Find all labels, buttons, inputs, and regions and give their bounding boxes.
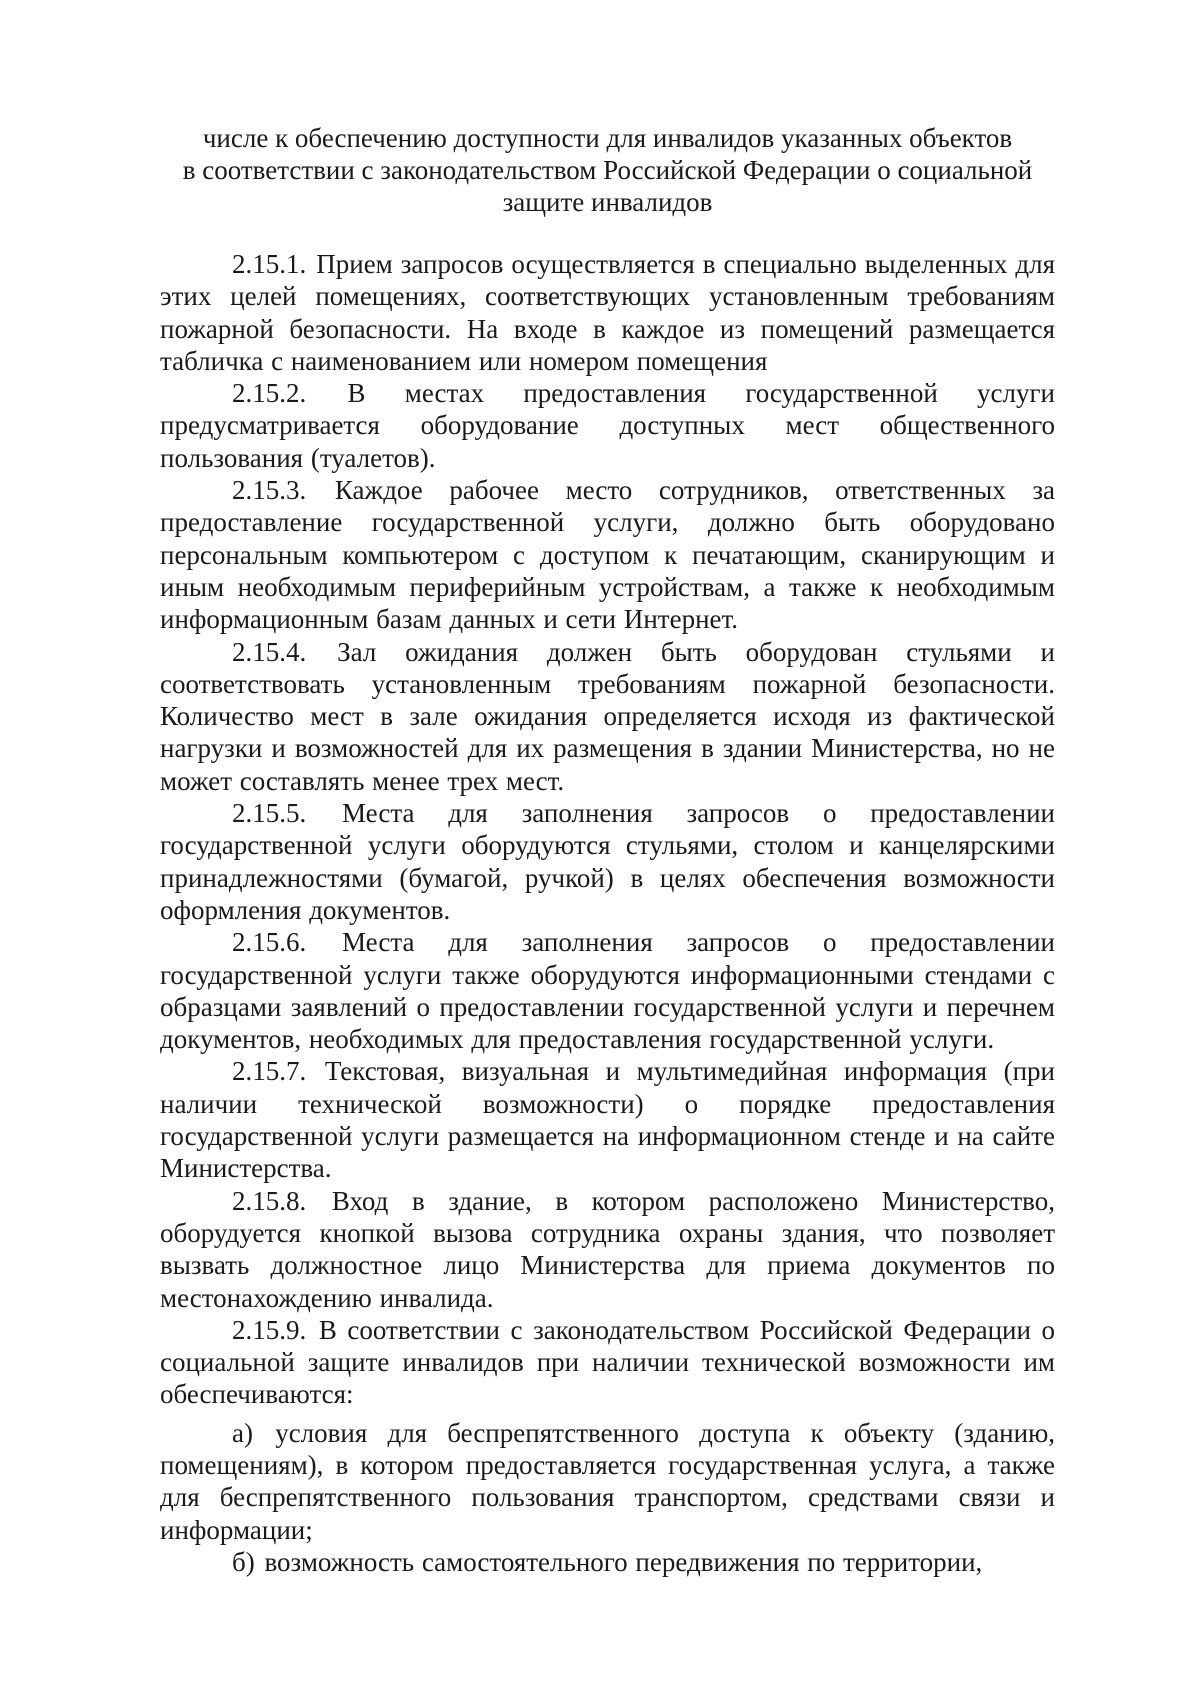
document-body (160, 248, 1055, 1578)
paragraph-number: 2.15.4. (232, 636, 307, 667)
heading-line-3: защите инвалидов (502, 187, 713, 217)
paragraph-2-15-9 (160, 1314, 1055, 1411)
paragraph-text: Места для заполнения запросов о предоставлении государственной услуги также оборудуются информационными стендами с образцами заявлений о предоставлении государственной услуги и перечнем документов, необходимых для предоставления государственной услуги. (160, 927, 1055, 1055)
paragraph-2-15-7 (160, 1055, 1055, 1184)
list-item-text: условия для беспрепятственного доступа к объекту (зданию, помещениям), в котором предоставляется государственная услуга, а также для беспрепятственного пользования транспортом, средствами связи и информации; (160, 1417, 1055, 1545)
paragraph-2-15-5 (160, 797, 1055, 926)
list-item-marker: а) (232, 1417, 253, 1448)
paragraph-2-15-2 (160, 377, 1055, 474)
paragraph-2-15-3 (160, 474, 1055, 635)
paragraph-number: 2.15.1. (232, 249, 307, 279)
paragraph-2-15-4 (160, 636, 1055, 797)
paragraph-text: Каждое рабочее место сотрудников, ответственных за предоставление государственной услуги, должно быть оборудовано персональным компьютером с доступом к печатающим, сканирующим и иным необходимым периферийным устройствам, а также к необходимым информационным базам данных и сети Интернет. (160, 475, 1056, 635)
paragraph-text: Зал ожидания должен быть оборудован стульями и соответствовать установленным требованиям пожарной безопасности. Количество мест в зале ожидания определяется исходя из фактической нагрузки и возможностей для их размещения в здании Министерства, но не может составлять менее трех мест. (160, 636, 1055, 796)
heading-line-1: числе к обеспечению доступности для инвалидов указанных объектов (202, 123, 1013, 153)
list-item-b (160, 1546, 1055, 1578)
paragraph-text: В местах предоставления государственной услуги предусматривается оборудование доступных мест общественного пользования (туалетов). (160, 378, 1055, 473)
paragraph-2-15-1 (160, 248, 1055, 377)
paragraph-number: 2.15.3. (232, 475, 307, 506)
paragraph-number: 2.15.2. (232, 378, 307, 409)
paragraph-2-15-8 (160, 1185, 1055, 1314)
paragraph-number: 2.15.5. (232, 798, 307, 829)
section-heading (160, 122, 1055, 218)
list-item-marker: б) (232, 1546, 255, 1577)
paragraph-text: В соответствии с законодательством Российской Федерации о социальной защите инвалидов при наличии технической возможности им обеспечиваются: (160, 1314, 1055, 1410)
list-item-a (160, 1417, 1055, 1546)
paragraph-text: Прием запросов осуществляется в специально выделенных для этих целей помещениях, соответствующих установленным требованиям пожарной безопасности. На входе в каждое из помещений размещается табличка с наименованием или номером помещения (160, 249, 1055, 376)
heading-line-2: в соответствии с законодательством Российской Федерации о социальной (182, 155, 1033, 185)
paragraph-number: 2.15.9. (232, 1314, 307, 1345)
paragraph-text: Места для заполнения запросов о предоставлении государственной услуги оборудуются стульями, столом и канцелярскими принадлежностями (бумагой, ручкой) в целях обеспечения возможности оформления документов. (160, 798, 1055, 925)
paragraph-text: Вход в здание, в котором расположено Министерство, оборудуется кнопкой вызова сотрудника охраны здания, что позволяет вызвать должностное лицо Министерства для приема документов по местонахождению инвалида. (160, 1185, 1055, 1313)
paragraph-text: Текстовая, визуальная и мультимедийная информация (при наличии технической возможности) о порядке предоставления государственной услуги размещается на информационном стенде и на сайте Министерства. (160, 1056, 1055, 1184)
paragraph-number: 2.15.8. (232, 1185, 307, 1216)
list-item-text: возможность самостоятельного передвижения по территории, (264, 1546, 983, 1577)
paragraph-number: 2.15.7. (232, 1056, 307, 1087)
paragraph-2-15-6 (160, 926, 1055, 1055)
paragraph-number: 2.15.6. (232, 927, 307, 958)
